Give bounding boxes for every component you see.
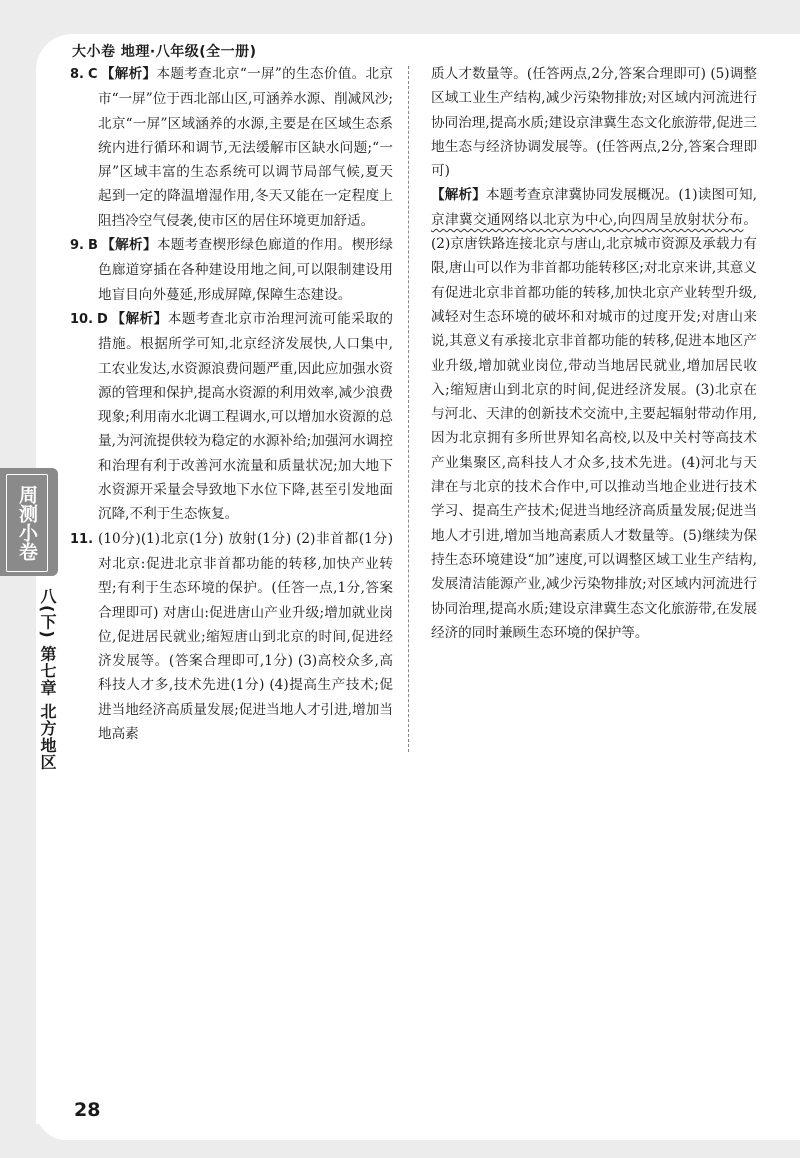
answer-letter: B [87, 238, 98, 254]
analysis-tag: 【解析】 [431, 187, 486, 204]
analysis-paragraph [431, 183, 757, 645]
analysis-tag: 【解析】 [100, 66, 157, 82]
analysis-text: 本题考查楔形绿色廊道的作用。楔形绿色廊道穿插在各种建设用地之间,可以限制建设用地盲目向外蔓延,形成屏障,保障生态建设。 [98, 237, 393, 303]
question-11 [70, 527, 393, 747]
question-9 [70, 233, 393, 307]
side-chapter-label: 八(下) 第七章 北方地区 [38, 588, 57, 771]
answer-letter: D [97, 311, 108, 327]
page-number: 28 [74, 1099, 101, 1121]
analysis-tag: 【解析】 [110, 310, 168, 327]
question-number: 10. [70, 311, 94, 327]
right-column [431, 62, 757, 645]
question-number: 9. [70, 238, 84, 254]
side-tab [0, 468, 58, 576]
question-number: 8. [70, 67, 84, 82]
header-title: 大小卷 地理·八年级(全一册) [72, 44, 257, 60]
answer-continuation: 质人才数量等。(任答两点,2分,答案合理即可) (5)调整区域工业生产结构,减少污染物排放;对区域内河流进行协同治理,提高水质;建设京津冀生态文化旅游带,促进三地生态与经济协调发展等。(任答两点,2分,答案合理即可) [431, 66, 757, 180]
answer-letter: C [87, 67, 98, 82]
wavy-underlined-text: 京津冀交通网络以北京为中心,向四周呈放射状分布 [431, 211, 744, 228]
side-tab-label: 周测小卷 [6, 474, 48, 572]
question-number: 11. [70, 531, 94, 547]
analysis-text-before: 本题考查京津冀协同发展概况。(1)读图可知, [485, 187, 758, 204]
left-column [70, 62, 393, 746]
column-divider [408, 66, 409, 752]
analysis-text: 本题考查北京市治理河流可能采取的措施。根据所学可知,北京经济发展快,人口集中,工农业发达,水资源浪费问题严重,因此应加强水资源的管理和保护,提高水资源的利用效率,减少浪费现象;利用南水北调工程调水,可以增加水资源的总量,为河流提供较为稳定的水源补给;加强河水调控和治理有利于改善河水流量和质量状况;加大地下水资源开采量会导致地下水位下降,甚至引发地面沉降,不利于生态恢复。 [98, 310, 394, 523]
analysis-text-after: 。(2)京唐铁路连接北京与唐山,北京城市资源及承载力有限,唐山可以作为非首都功能转移区;对北京来讲,其意义有促进北京非首都功能的转移,加快北京产业转型升级,减轻对生态环境的破坏和对城市的过度开发;对唐山来说,其意义有承接北京非首都功能的转移,促进本地区产业升级,增加就业岗位,带动当地居民就业,增加居民收入;缩短唐山到北京的时间,促进经济发展。(3)北京在与河北、天津的创新技术交流中,主要起辐射带动作用,因为北京拥有多所世界知名高校,以及中关村等高技术产业集聚区,高科技人才众多,技术先进。(4)河北与天津在与北京的技术合作中,可以推动当地企业进行技术学习、提高生产技术;促进当地经济高质量发展;促进当地人才引进,增加当地高素质人才数量等。(5)继续为保持生态环境建设“加”速度,可以调整区域工业生产结构,发展清洁能源产业,减少污染物排放;对区域内河流进行协同治理,提高水质;建设京津冀生态文化旅游带,在发展经济的同时兼顾生态环境的保护等。 [431, 211, 757, 641]
analysis-text: 本题考查北京“一屏”的生态价值。北京市“一屏”位于西北部山区,可涵养水源、削减风沙;北京“一屏”区域涵养的水源,主要是在区域生态系统内进行循环和调节,无法缓解市区缺水问题;“一屏”区域丰富的生态系统可以调节局部气候,夏天起到一定的降温增湿作用,冬天又能在一定程度上阻挡冷空气侵袭,使市区的居住环境更加舒适。 [98, 66, 394, 229]
answer-text: (10分)(1)北京(1分) 放射(1分) (2)非首都(1分) 对北京:促进北京非首都功能的转移,加快产业转型;有利于生态环境的保护。(任答一点,1分,答案合理即可) 对唐山:促进唐山产业升级;增加就业岗位,促进居民就业;缩短唐山到北京的时间,促进经济发展等。(答案合理即可,1分) (3)高校众多,高科技人才多,技术先进(1分) (4)提高生产技术;促进当地经济高质量发展;促进当地人才引进,增加当地高素 [98, 530, 394, 743]
analysis-tag: 【解析】 [100, 237, 157, 254]
page-sheet-footer [36, 1100, 800, 1140]
question-10 [70, 307, 393, 527]
question-8 [70, 62, 393, 233]
